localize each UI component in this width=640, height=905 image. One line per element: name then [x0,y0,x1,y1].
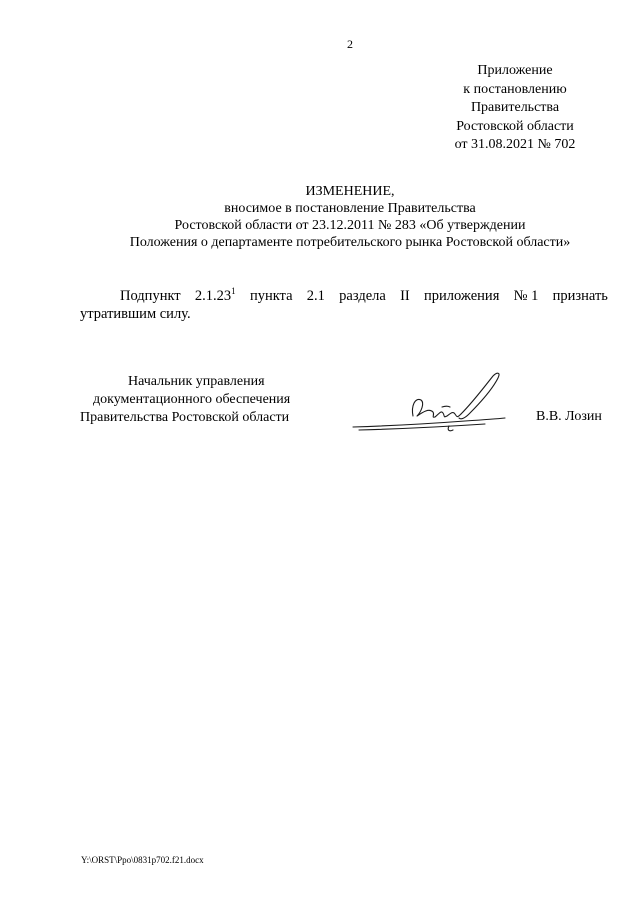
body-word: приложения [424,288,500,304]
body-word: раздела [339,288,386,304]
body-word: признать [552,288,608,304]
body-word: Подпункт [120,288,181,304]
appendix-line: Ростовской области [456,118,574,134]
superscript: 1 [231,286,236,296]
body-word: № 1 [513,288,539,304]
body-line-2: утратившим силу. [80,306,191,322]
signer-position-line: Правительства Ростовской области [80,410,290,425]
signer-name: В.В. Лозин [536,409,602,424]
signer-position [80,373,340,427]
signer-position-line: документационного обеспечения [93,392,291,407]
title-heading: ИЗМЕНЕНИЕ, [305,184,395,199]
file-path: Y:\ORST\Ppo\0831p702.f21.docx [81,855,204,865]
title-line: Ростовской области от 23.12.2011 № 283 «Об утверждении [174,218,526,233]
document-title [80,183,620,251]
body-word: 2.1 [306,288,325,304]
body-word: II [400,288,410,304]
appendix-line: Приложение [477,63,553,78]
handwritten-signature [345,364,515,439]
body-word: 2.1.23 [194,288,232,304]
body-word-with-superscript [195,287,236,305]
appendix-block [440,62,590,155]
body-paragraph [80,287,608,323]
page-number: 2 [347,37,353,51]
appendix-line: от 31.08.2021 № 702 [454,137,576,152]
signer-position-line: Начальник управления [128,374,265,389]
body-word: пункта [249,288,293,304]
title-line: Положения о департаменте потребительского рынка Ростовской области» [129,235,571,250]
body-line-1 [80,287,608,305]
title-line: вносимое в постановление Правительства [224,201,476,216]
appendix-line: к постановлению [463,81,567,97]
appendix-line: Правительства [470,100,560,115]
